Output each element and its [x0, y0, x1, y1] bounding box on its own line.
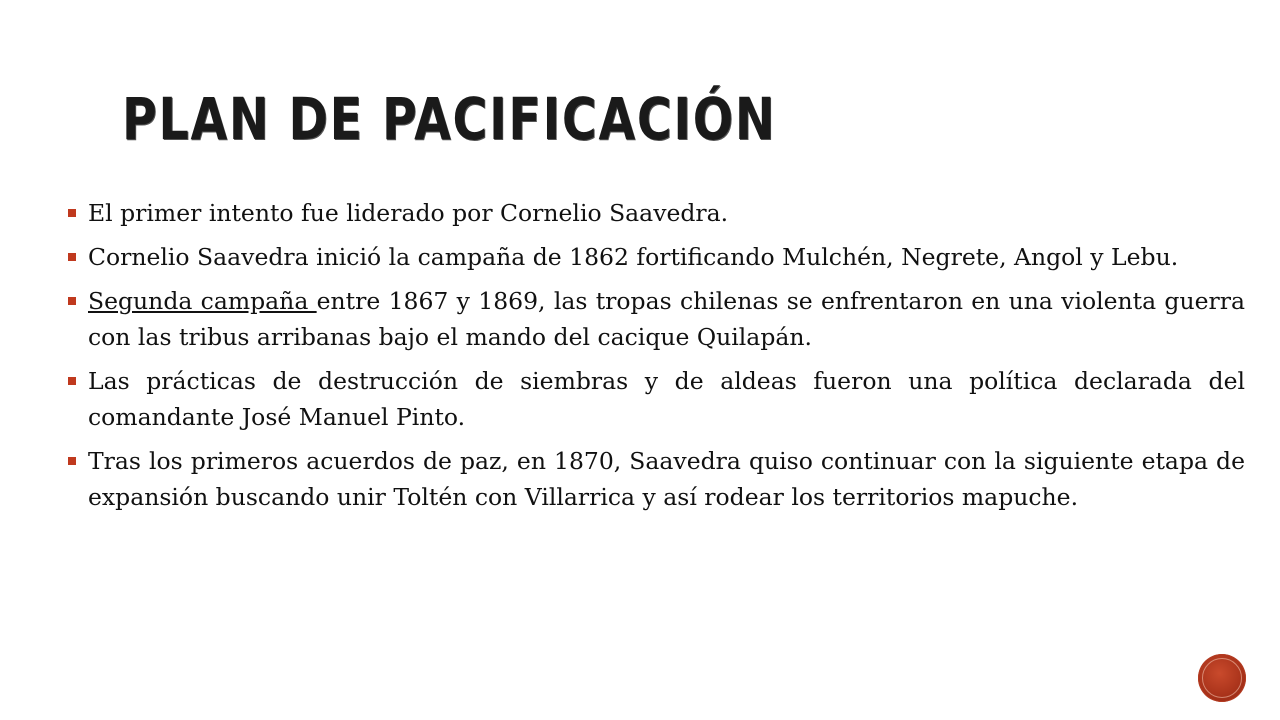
underlined-phrase: Segunda campaña [88, 287, 317, 315]
bullet-text: Tras los primeros acuerdos de paz, en 1870, Saavedra quiso continuar con la siguiente etapa de expansión buscando unir Toltén con Villarrica y así rodear los territorios mapuche. [88, 447, 1245, 511]
bullet-item-5 [64, 443, 1245, 515]
bullet-text: El primer intento fue liderado por Cornelio Saavedra. [88, 199, 729, 227]
square-bullet-icon [68, 253, 76, 261]
bullet-list [64, 195, 1245, 523]
circle-ring [1202, 658, 1242, 698]
slide-title: PLAN DE PACIFICACIÓN [122, 85, 777, 153]
bullet-item-3 [64, 283, 1245, 355]
square-bullet-icon [68, 297, 76, 305]
bullet-text: Cornelio Saavedra inició la campaña de 1862 fortificando Mulchén, Negrete, Angol y Lebu. [88, 243, 1179, 271]
decorative-circle-icon [1198, 654, 1246, 702]
square-bullet-icon [68, 377, 76, 385]
bullet-item-2 [64, 239, 1245, 275]
bullet-item-4 [64, 363, 1245, 435]
bullet-text: entre 1867 y 1869, las tropas chilenas se enfrentaron en una violenta guerra con las tribus arribanas bajo el mando del cacique Quilapán. [88, 287, 1246, 351]
square-bullet-icon [68, 209, 76, 217]
square-bullet-icon [68, 457, 76, 465]
bullet-text: Las prácticas de destrucción de siembras y de aldeas fueron una política declarada del comandante José Manuel Pinto. [88, 367, 1245, 431]
bullet-item-1 [64, 195, 1245, 231]
